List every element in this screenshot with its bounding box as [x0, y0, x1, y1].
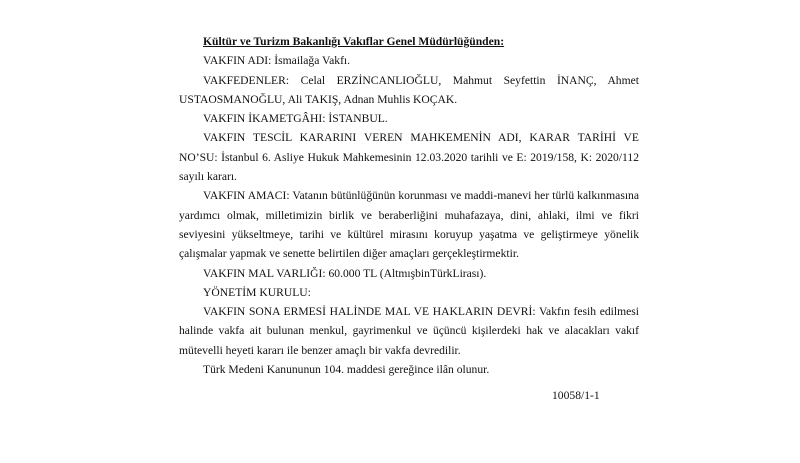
- dissolution-transfer: VAKFIN SONA ERMESİ HALİNDE MAL VE HAKLARIN DEVRİ: Vakfın fesih edilmesi halinde vakfa ait bulunan menkul, gayrimenkul ve üçüncü kişilerdeki hak ve alacakları vakıf mütevelli heyeti kararı ile benzer amaçlı bir vakfa devredilir.: [179, 305, 639, 357]
- legal-notice: Türk Medeni Kanununun 104. maddesi gereğince ilân olunur.: [203, 363, 490, 377]
- board-of-directors: YÖNETİM KURULU:: [203, 285, 311, 299]
- issuer-heading: Kültür ve Turizm Bakanlığı Vakıflar Genel Müdürlüğünden:: [203, 35, 505, 48]
- court-decision: VAKFIN TESCİL KARARINI VEREN MAHKEMENİN ADI, KARAR TARİHİ VE NO’SU: İstanbul 6. Asliye Hukuk Mahkemesinin 12.03.2020 tarihli ve E: 2019/158, K: 2020/112 sayılı kararı.: [179, 131, 639, 184]
- founders: VAKFEDENLER: Celal ERZİNCANLIOĞLU, Mahmut Seyfettin İNANÇ, Ahmet USTAOSMANOĞLU, Ali TAKIŞ, Adnan Muhlis KOÇAK.: [179, 73, 639, 106]
- foundation-purpose: VAKFIN AMACI: Vatanın bütünlüğünün korunması ve maddi-manevi her türlü kalkınmasına yardımcı olmak, milletimizin birlik ve beraberliğini muhafazaya, dini, ahlaki, ilmi ve fikri seviyesini yükseltmeye, tarihi ve kültürel mirasını koruyup yaşatma ve geliştirmeye yönelik çalışmalar yapmak ve senette belirtilen diğer amaçları gerçekleştirmektir.: [179, 189, 639, 261]
- announcement-body: [179, 32, 639, 379]
- foundation-name: VAKFIN ADI: İsmailağa Vakfı.: [203, 54, 351, 68]
- residence: VAKFIN İKAMETGÂHI: İSTANBUL.: [203, 112, 388, 126]
- reference-number: 10058/1-1: [552, 389, 600, 402]
- foundation-assets: VAKFIN MAL VARLIĞI: 60.000 TL (AltmışbinTürkLirası).: [203, 266, 487, 280]
